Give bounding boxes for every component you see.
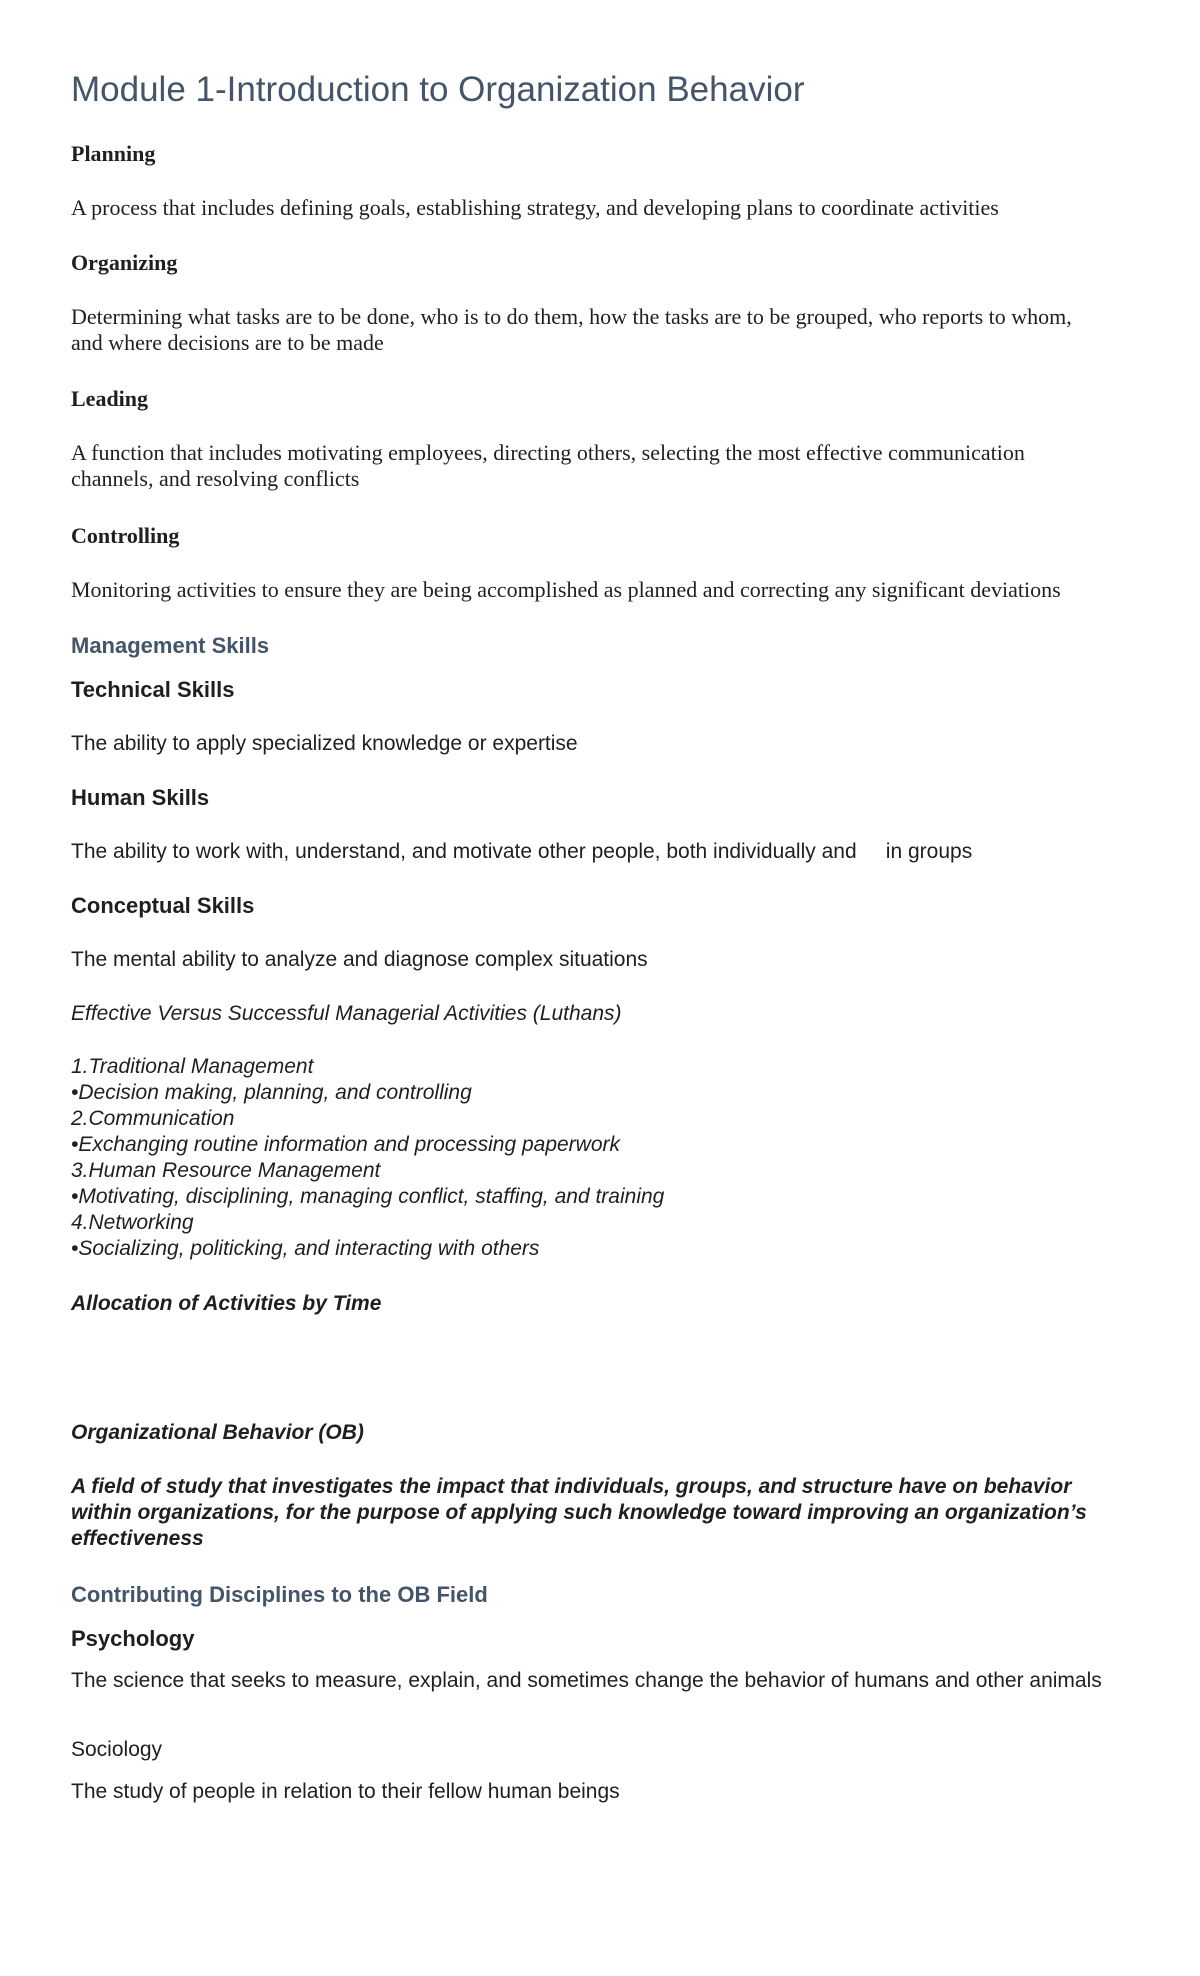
function-definition-planning: A process that includes defining goals, establishing strategy, and developing plans to coordinate activities (71, 195, 999, 220)
allocation-heading: Allocation of Activities by Time (71, 1292, 382, 1315)
list-item: •Decision making, planning, and controlling (71, 1081, 472, 1104)
discipline-heading-sociology: Sociology (71, 1738, 163, 1761)
list-item: 3.Human Resource Management (71, 1159, 381, 1182)
luthans-activities-list (71, 1054, 664, 1262)
discipline-definition-psychology: The science that seeks to measure, explain, and sometimes change the behavior of humans and other animals (71, 1669, 1102, 1692)
page-title: Module 1-Introduction to Organization Behavior (71, 70, 805, 109)
skill-definition-technical: The ability to apply specialized knowledge or expertise (71, 732, 578, 755)
section-heading-contributing-disciplines: Contributing Disciplines to the OB Field (71, 1582, 488, 1607)
skill-definition-human: The ability to work with, understand, and motivate other people, both individually and in groups (71, 840, 973, 863)
function-heading-leading: Leading (71, 386, 149, 411)
skill-heading-conceptual: Conceptual Skills (71, 893, 255, 918)
function-heading-organizing: Organizing (71, 250, 178, 275)
function-definition-organizing: Determining what tasks are to be done, who is to do them, how the tasks are to be grouped, who reports to whom, and where decisions are to be made (71, 304, 1072, 355)
skill-definition-conceptual: The mental ability to analyze and diagnose complex situations (71, 948, 648, 971)
list-item: 2.Communication (71, 1107, 235, 1130)
list-item: 1.Traditional Management (71, 1055, 314, 1078)
discipline-heading-psychology: Psychology (71, 1626, 195, 1651)
function-heading-controlling: Controlling (71, 523, 180, 548)
skill-heading-human: Human Skills (71, 785, 210, 810)
function-definition-leading: A function that includes motivating employees, directing others, selecting the most effective communication channels, and resolving conflicts (71, 440, 1025, 491)
discipline-definition-sociology: The study of people in relation to their fellow human beings (71, 1780, 620, 1803)
function-definition-controlling: Monitoring activities to ensure they are being accomplished as planned and correcting any significant deviations (71, 577, 1061, 602)
ob-heading: Organizational Behavior (OB) (71, 1421, 364, 1444)
section-heading-management-skills: Management Skills (71, 633, 270, 658)
function-heading-planning: Planning (71, 141, 156, 166)
list-item: •Socializing, politicking, and interacting with others (71, 1237, 540, 1260)
luthans-heading: Effective Versus Successful Managerial Activities (Luthans) (71, 1002, 622, 1025)
skill-heading-technical: Technical Skills (71, 677, 235, 702)
list-item: •Motivating, disciplining, managing conflict, staffing, and training (71, 1185, 665, 1208)
list-item: •Exchanging routine information and processing paperwork (71, 1133, 621, 1156)
ob-definition: A field of study that investigates the impact that individuals, groups, and structure have on behavior within organizations, for the purpose of applying such knowledge toward improving an organization’s effectiveness (71, 1475, 1087, 1550)
list-item: 4.Networking (71, 1211, 194, 1234)
